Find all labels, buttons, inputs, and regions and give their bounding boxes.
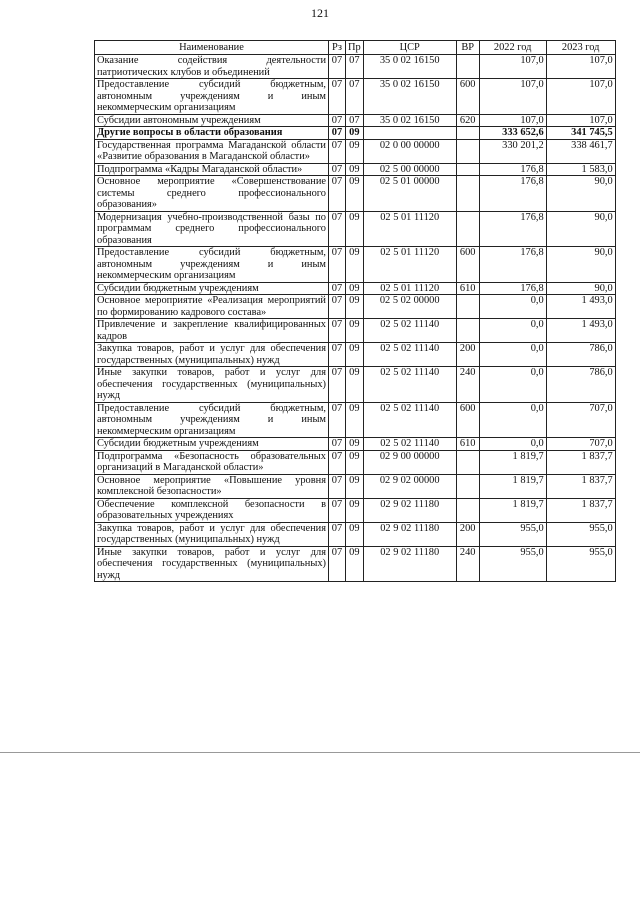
row-vr-cell: 240	[456, 367, 479, 403]
row-2023-value: 90,0	[546, 176, 615, 212]
row-csr-cell: 02 0 00 00000	[363, 139, 456, 163]
row-2023-value: 707,0	[546, 438, 615, 451]
row-2022-value: 107,0	[479, 114, 546, 127]
row-name-cell: Другие вопросы в области образования	[95, 127, 329, 140]
row-rz-cell: 07	[329, 450, 346, 474]
row-pr-cell: 09	[346, 139, 364, 163]
row-vr-cell	[456, 139, 479, 163]
row-2023-value: 786,0	[546, 367, 615, 403]
row-name-cell: Оказание содействия деятельности патриотических клубов и объединений	[95, 55, 329, 79]
row-2022-value: 107,0	[479, 55, 546, 79]
row-2022-value: 0,0	[479, 438, 546, 451]
table-row	[95, 367, 616, 403]
row-2023-value: 707,0	[546, 402, 615, 438]
row-csr-cell: 35 0 02 16150	[363, 79, 456, 115]
row-vr-cell	[456, 319, 479, 343]
row-rz-cell: 07	[329, 546, 346, 582]
row-pr-cell: 09	[346, 343, 364, 367]
row-rz-cell: 07	[329, 139, 346, 163]
table-row	[95, 319, 616, 343]
row-pr-cell: 07	[346, 79, 364, 115]
row-name-cell: Модернизация учебно-производственной базы по программам среднего профессионального образования	[95, 211, 329, 247]
row-2023-value: 107,0	[546, 79, 615, 115]
row-pr-cell: 09	[346, 402, 364, 438]
row-rz-cell: 07	[329, 114, 346, 127]
footer-divider	[0, 752, 640, 753]
row-pr-cell: 09	[346, 474, 364, 498]
row-pr-cell: 09	[346, 367, 364, 403]
row-vr-cell	[456, 474, 479, 498]
row-name-cell: Иные закупки товаров, работ и услуг для обеспечения государственных (муниципальных) нужд	[95, 546, 329, 582]
table-row	[95, 114, 616, 127]
row-pr-cell: 09	[346, 247, 364, 283]
table-header-row	[95, 41, 616, 55]
row-name-cell: Привлечение и закрепление квалифицированных кадров	[95, 319, 329, 343]
row-rz-cell: 07	[329, 498, 346, 522]
row-csr-cell: 02 9 02 00000	[363, 474, 456, 498]
row-name-cell: Субсидии бюджетным учреждениям	[95, 438, 329, 451]
row-2022-value: 0,0	[479, 343, 546, 367]
row-pr-cell: 09	[346, 319, 364, 343]
row-name-cell: Основное мероприятие «Совершенствование системы среднего профессионального образования»	[95, 176, 329, 212]
row-2023-value: 1 837,7	[546, 474, 615, 498]
row-vr-cell: 610	[456, 282, 479, 295]
row-2022-value: 955,0	[479, 546, 546, 582]
row-pr-cell: 09	[346, 498, 364, 522]
row-pr-cell: 09	[346, 450, 364, 474]
row-rz-cell: 07	[329, 163, 346, 176]
table-row	[95, 79, 616, 115]
row-2022-value: 176,8	[479, 163, 546, 176]
row-2022-value: 955,0	[479, 522, 546, 546]
page-number: 121	[311, 6, 329, 20]
row-pr-cell: 09	[346, 127, 364, 140]
row-csr-cell: 02 5 02 11140	[363, 367, 456, 403]
row-vr-cell: 620	[456, 114, 479, 127]
row-vr-cell	[456, 295, 479, 319]
row-pr-cell: 09	[346, 438, 364, 451]
row-pr-cell: 09	[346, 176, 364, 212]
row-vr-cell	[456, 55, 479, 79]
row-2023-value: 90,0	[546, 211, 615, 247]
header-2023: 2023 год	[546, 41, 615, 55]
row-csr-cell: 02 5 01 00000	[363, 176, 456, 212]
row-2023-value: 1 493,0	[546, 319, 615, 343]
row-name-cell: Основное мероприятие «Повышение уровня комплексной безопасности»	[95, 474, 329, 498]
table-row	[95, 522, 616, 546]
row-rz-cell: 07	[329, 295, 346, 319]
row-2022-value: 0,0	[479, 367, 546, 403]
row-2023-value: 955,0	[546, 522, 615, 546]
row-rz-cell: 07	[329, 282, 346, 295]
table-row	[95, 546, 616, 582]
row-vr-cell	[456, 163, 479, 176]
row-vr-cell	[456, 211, 479, 247]
row-csr-cell: 02 9 02 11180	[363, 522, 456, 546]
row-2022-value: 107,0	[479, 79, 546, 115]
row-csr-cell: 02 5 01 11120	[363, 247, 456, 283]
row-name-cell: Субсидии автономным учреждениям	[95, 114, 329, 127]
table-row	[95, 247, 616, 283]
row-2023-value: 107,0	[546, 114, 615, 127]
table-row	[95, 211, 616, 247]
row-pr-cell: 09	[346, 546, 364, 582]
row-csr-cell: 02 9 00 00000	[363, 450, 456, 474]
row-2022-value: 330 201,2	[479, 139, 546, 163]
row-2022-value: 176,8	[479, 176, 546, 212]
row-2023-value: 338 461,7	[546, 139, 615, 163]
row-vr-cell: 600	[456, 247, 479, 283]
row-vr-cell	[456, 127, 479, 140]
row-csr-cell: 02 5 02 11140	[363, 343, 456, 367]
table-row	[95, 282, 616, 295]
row-pr-cell: 09	[346, 522, 364, 546]
table-row	[95, 498, 616, 522]
row-vr-cell	[456, 498, 479, 522]
table-row	[95, 127, 616, 140]
table-row	[95, 474, 616, 498]
row-csr-cell: 35 0 02 16150	[363, 114, 456, 127]
row-vr-cell	[456, 450, 479, 474]
row-name-cell: Подпрограмма «Безопасность образовательных организаций в Магаданской области»	[95, 450, 329, 474]
row-rz-cell: 07	[329, 367, 346, 403]
row-csr-cell: 02 5 02 00000	[363, 295, 456, 319]
row-csr-cell: 02 5 00 00000	[363, 163, 456, 176]
row-vr-cell	[456, 176, 479, 212]
row-csr-cell	[363, 127, 456, 140]
row-csr-cell: 02 5 02 11140	[363, 402, 456, 438]
row-2023-value: 90,0	[546, 247, 615, 283]
row-csr-cell: 02 5 01 11120	[363, 211, 456, 247]
header-2022: 2022 год	[479, 41, 546, 55]
table-row	[95, 402, 616, 438]
table-row	[95, 450, 616, 474]
row-pr-cell: 09	[346, 282, 364, 295]
row-csr-cell: 02 5 01 11120	[363, 282, 456, 295]
row-name-cell: Закупка товаров, работ и услуг для обеспечения государственных (муниципальных) нужд	[95, 343, 329, 367]
row-2023-value: 1 837,7	[546, 450, 615, 474]
row-rz-cell: 07	[329, 522, 346, 546]
table-row	[95, 55, 616, 79]
row-2023-value: 341 745,5	[546, 127, 615, 140]
row-rz-cell: 07	[329, 319, 346, 343]
row-csr-cell: 35 0 02 16150	[363, 55, 456, 79]
header-csr: ЦСР	[363, 41, 456, 55]
row-rz-cell: 07	[329, 55, 346, 79]
row-pr-cell: 09	[346, 211, 364, 247]
header-vr: ВР	[456, 41, 479, 55]
row-2022-value: 176,8	[479, 247, 546, 283]
table-row	[95, 438, 616, 451]
row-rz-cell: 07	[329, 127, 346, 140]
row-2023-value: 786,0	[546, 343, 615, 367]
row-2022-value: 176,8	[479, 282, 546, 295]
row-2022-value: 1 819,7	[479, 498, 546, 522]
table-row	[95, 176, 616, 212]
row-vr-cell: 240	[456, 546, 479, 582]
row-rz-cell: 07	[329, 402, 346, 438]
row-pr-cell: 09	[346, 295, 364, 319]
row-2022-value: 0,0	[479, 319, 546, 343]
row-csr-cell: 02 9 02 11180	[363, 498, 456, 522]
row-name-cell: Предоставление субсидий бюджетным, автономным учреждениям и иным некоммерческим организациям	[95, 79, 329, 115]
header-name: Наименование	[95, 41, 329, 55]
budget-table	[94, 40, 616, 582]
table-body	[95, 55, 616, 582]
row-name-cell: Обеспечение комплексной безопасности в образовательных учреждениях	[95, 498, 329, 522]
row-rz-cell: 07	[329, 176, 346, 212]
row-rz-cell: 07	[329, 247, 346, 283]
row-2023-value: 1 583,0	[546, 163, 615, 176]
row-csr-cell: 02 9 02 11180	[363, 546, 456, 582]
row-vr-cell: 610	[456, 438, 479, 451]
row-name-cell: Основное мероприятие «Реализация мероприятий по формированию кадрового состава»	[95, 295, 329, 319]
row-2022-value: 0,0	[479, 295, 546, 319]
table-row	[95, 139, 616, 163]
row-2022-value: 176,8	[479, 211, 546, 247]
row-pr-cell: 07	[346, 114, 364, 127]
row-vr-cell: 200	[456, 522, 479, 546]
row-rz-cell: 07	[329, 211, 346, 247]
row-pr-cell: 09	[346, 163, 364, 176]
row-name-cell: Государственная программа Магаданской области «Развитие образования в Магаданской области»	[95, 139, 329, 163]
row-vr-cell: 600	[456, 402, 479, 438]
row-2023-value: 955,0	[546, 546, 615, 582]
row-csr-cell: 02 5 02 11140	[363, 438, 456, 451]
row-2022-value: 0,0	[479, 402, 546, 438]
row-csr-cell: 02 5 02 11140	[363, 319, 456, 343]
table-row	[95, 295, 616, 319]
row-2023-value: 1 837,7	[546, 498, 615, 522]
header-pr: Пр	[346, 41, 364, 55]
row-name-cell: Подпрограмма «Кадры Магаданской области»	[95, 163, 329, 176]
row-name-cell: Предоставление субсидий бюджетным, автономным учреждениям и иным некоммерческим организациям	[95, 247, 329, 283]
row-rz-cell: 07	[329, 343, 346, 367]
table-row	[95, 163, 616, 176]
row-2023-value: 1 493,0	[546, 295, 615, 319]
row-vr-cell: 600	[456, 79, 479, 115]
row-name-cell: Закупка товаров, работ и услуг для обеспечения государственных (муниципальных) нужд	[95, 522, 329, 546]
row-2022-value: 333 652,6	[479, 127, 546, 140]
row-2023-value: 90,0	[546, 282, 615, 295]
row-name-cell: Предоставление субсидий бюджетным, автономным учреждениям и иным некоммерческим организациям	[95, 402, 329, 438]
row-vr-cell: 200	[456, 343, 479, 367]
row-rz-cell: 07	[329, 438, 346, 451]
row-name-cell: Субсидии бюджетным учреждениям	[95, 282, 329, 295]
header-rz: Рз	[329, 41, 346, 55]
row-pr-cell: 07	[346, 55, 364, 79]
row-2023-value: 107,0	[546, 55, 615, 79]
row-name-cell: Иные закупки товаров, работ и услуг для обеспечения государственных (муниципальных) нужд	[95, 367, 329, 403]
row-2022-value: 1 819,7	[479, 450, 546, 474]
table-row	[95, 343, 616, 367]
row-2022-value: 1 819,7	[479, 474, 546, 498]
row-rz-cell: 07	[329, 79, 346, 115]
row-rz-cell: 07	[329, 474, 346, 498]
